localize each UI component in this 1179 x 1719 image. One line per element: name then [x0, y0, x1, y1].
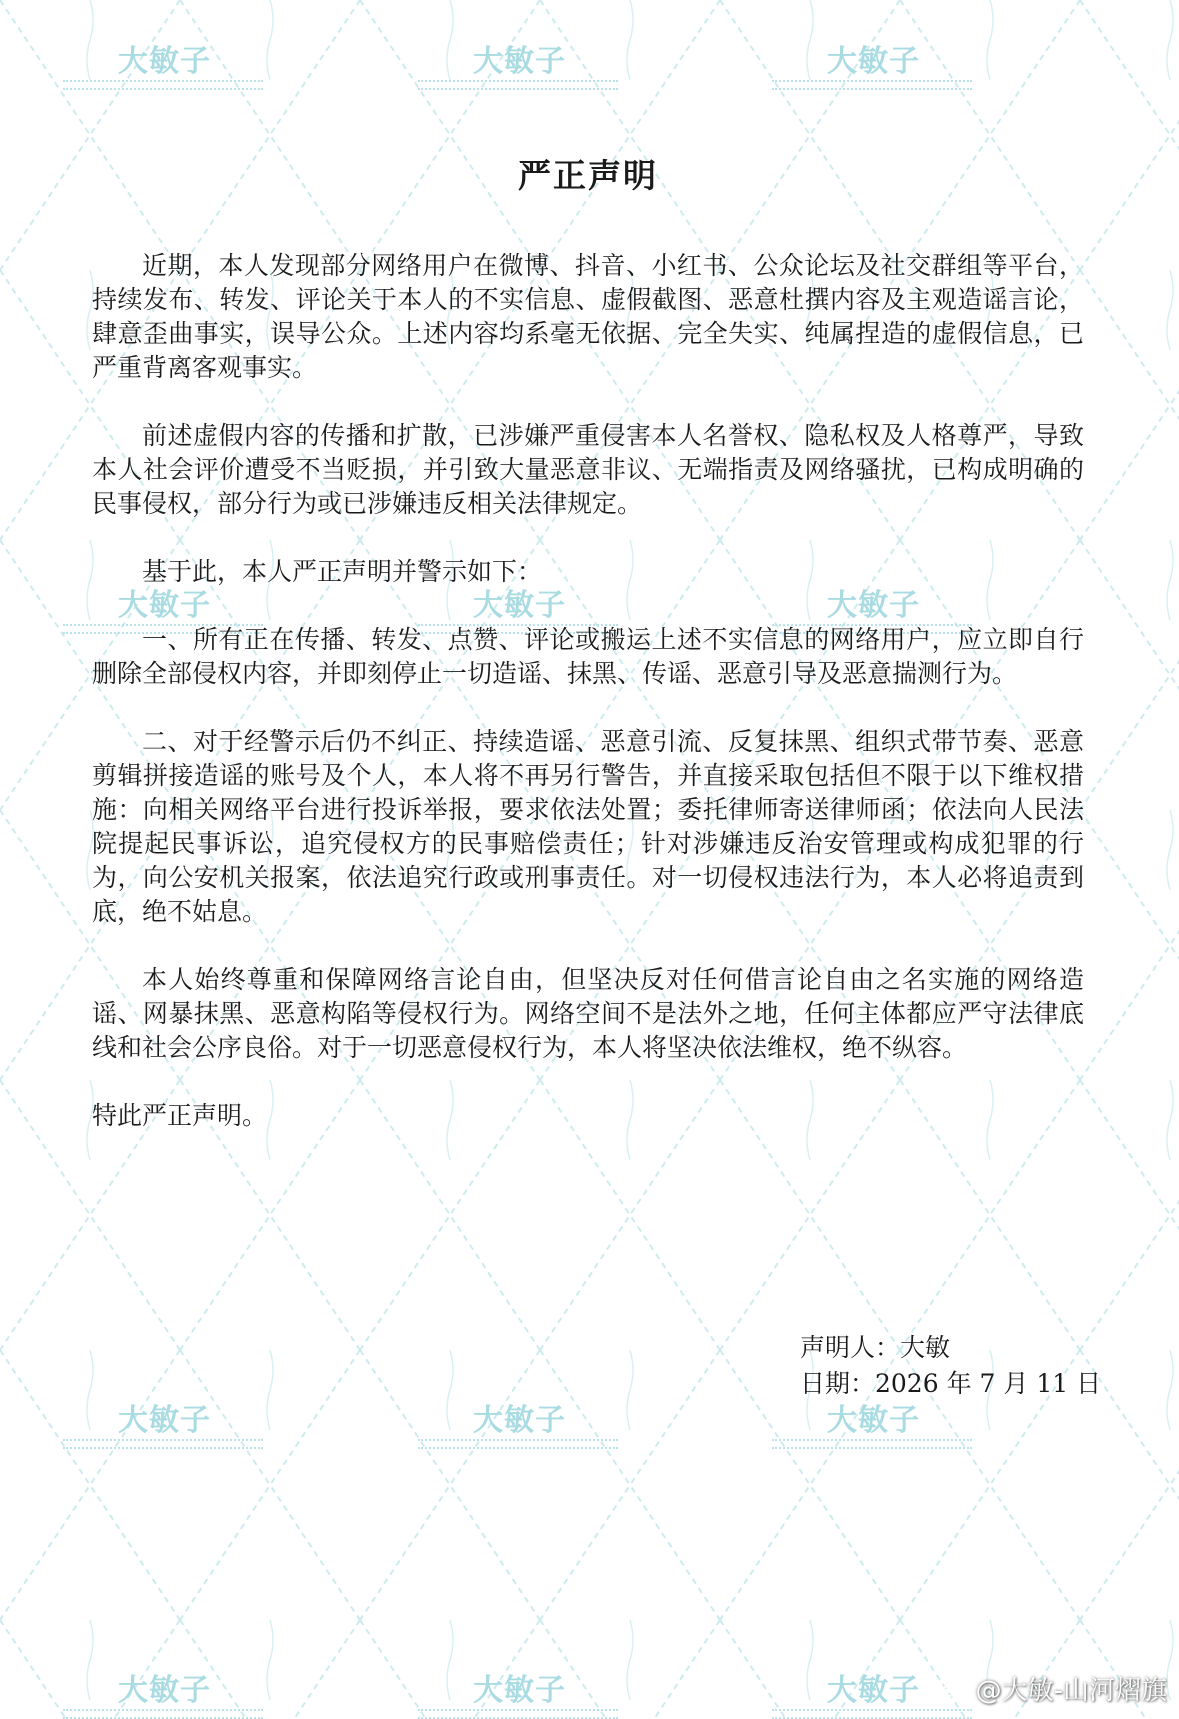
watermark-text: 大敏子 — [118, 1673, 211, 1708]
weibo-watermark — [940, 1670, 1167, 1707]
watermark-rule — [63, 1709, 263, 1719]
watermark-text: 大敏子 — [827, 588, 920, 623]
watermark-text: 大敏子 — [827, 44, 920, 79]
signer-line: 声明人：大敏 — [800, 1333, 951, 1362]
watermark-text: 大敏子 — [118, 588, 211, 623]
weibo-handle: @大敏-山河熠旗 — [975, 1676, 1167, 1706]
watermark-text: 大敏子 — [473, 1403, 566, 1438]
watermark-rule — [418, 1439, 618, 1449]
weibo-icon — [940, 1677, 970, 1701]
document-title: 严正声明 — [518, 156, 658, 195]
paragraph-5: 二、对于经警示后仍不纠正、持续造谣、恶意引流、反复抹黑、组织式带节奏、恶意剪辑拼接造谣的账号及个人，本人将不再另行警告，并直接采取包括但不限于以下维权措施：向相关网络平台进行投诉举报，要求依法处置；委托律师寄送律师函；依法向人民法院提起民事诉讼，追究侵权方的民事赔偿责任；针对涉嫌违反治安管理或构成犯罪的行为，向公安机关报案，依法追究行政或刑事责任。对一切侵权违法行为，本人必将追责到底，绝不姑息。 — [92, 727, 1084, 926]
watermark-rule — [772, 1709, 972, 1719]
watermark-text: 大敏子 — [118, 44, 211, 79]
paragraph-1: 近期，本人发现部分网络用户在微博、抖音、小红书、公众论坛及社交群组等平台，持续发布、转发、评论关于本人的不实信息、虚假截图、恶意杜撰内容及主观造谣言论，肆意歪曲事实，误导公众。上述内容均系毫无依据、完全失实、纯属捏造的虚假信息，已严重背离客观事实。 — [92, 251, 1084, 382]
watermark-text: 大敏子 — [473, 1673, 566, 1708]
watermark-rule — [63, 80, 263, 90]
watermark-text: 大敏子 — [473, 44, 566, 79]
signature-block — [800, 1330, 1101, 1402]
watermark-text: 大敏子 — [118, 1403, 211, 1438]
paragraph-4: 一、所有正在传播、转发、点赞、评论或搬运上述不实信息的网络用户，应立即自行删除全部侵权内容，并即刻停止一切造谣、抹黑、传谣、恶意引导及恶意揣测行为。 — [92, 625, 1084, 688]
closing-line: 特此严正声明。 — [92, 1101, 268, 1130]
watermark-rule — [418, 80, 618, 90]
watermark-text: 大敏子 — [827, 1673, 920, 1708]
watermark-rule — [772, 80, 972, 90]
statement-document — [92, 150, 1084, 1167]
watermark-rule — [772, 1439, 972, 1449]
date-line: 日期：2026 年 7 月 11 日 — [800, 1369, 1102, 1398]
watermark-rule — [418, 1709, 618, 1719]
paragraph-3: 基于此，本人严正声明并警示如下： — [142, 557, 543, 586]
paragraph-2: 前述虚假内容的传播和扩散，已涉嫌严重侵害本人名誉权、隐私权及人格尊严，导致本人社会评价遭受不当贬损，并引致大量恶意非议、无端指责及网络骚扰，已构成明确的民事侵权，部分行为或已涉嫌违反相关法律规定。 — [92, 421, 1084, 518]
watermark-text: 大敏子 — [827, 1403, 920, 1438]
watermark-text: 大敏子 — [473, 588, 566, 623]
watermark-rule — [63, 1439, 263, 1449]
paragraph-6: 本人始终尊重和保障网络言论自由，但坚决反对任何借言论自由之名实施的网络造谣、网暴抹黑、恶意构陷等侵权行为。网络空间不是法外之地，任何主体都应严守法律底线和社会公序良俗。对于一切恶意侵权行为，本人将坚决依法维权，绝不纵容。 — [92, 965, 1084, 1062]
